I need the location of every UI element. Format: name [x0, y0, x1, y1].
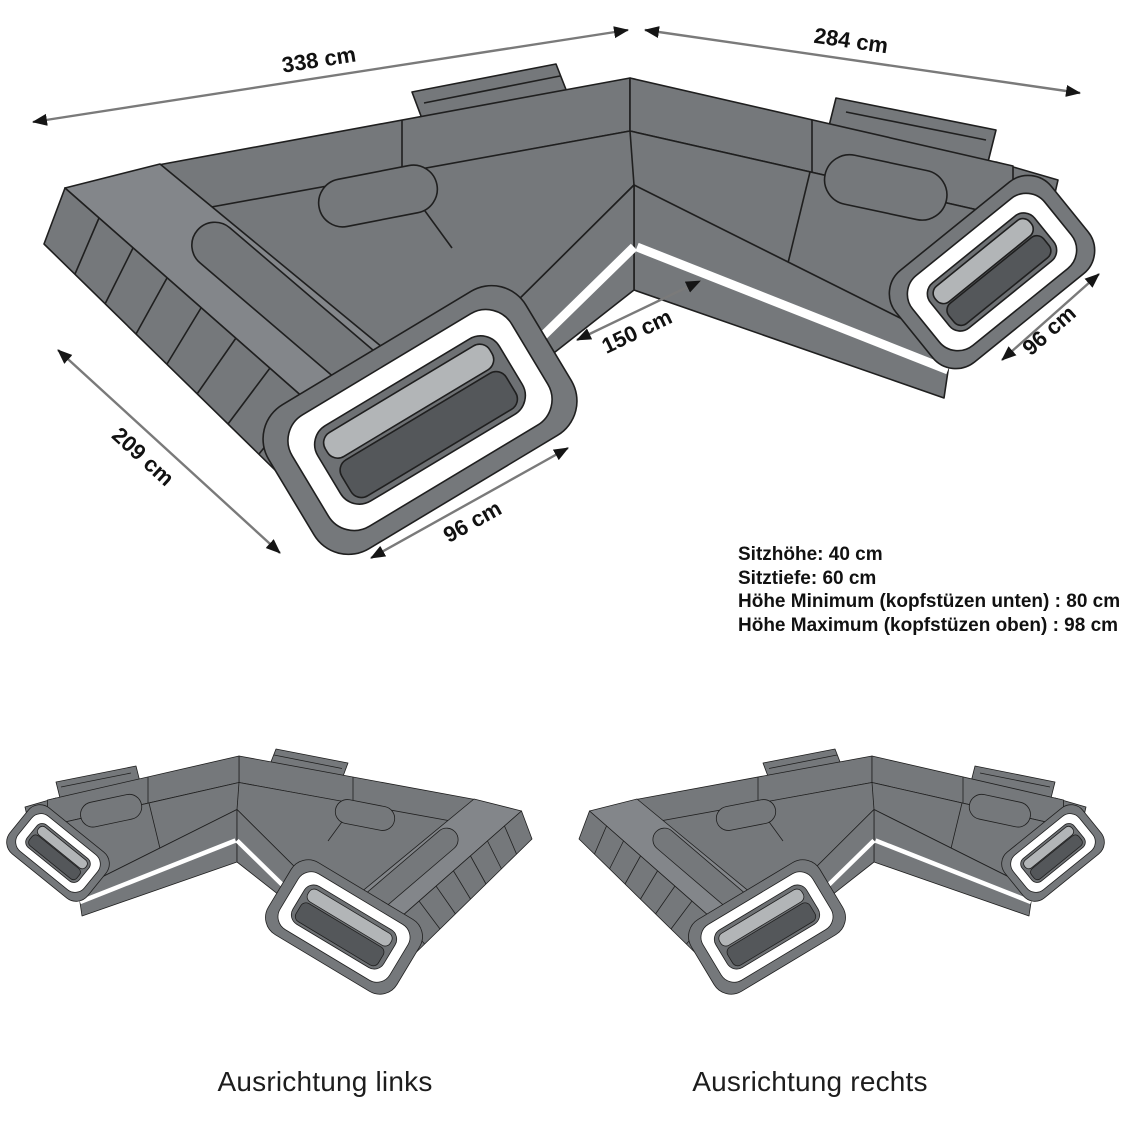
dimension-label-right-depth: 96 cm [1017, 300, 1081, 361]
dimension-label-back-width: 338 cm [280, 41, 358, 78]
variant-label-rechts: Ausrichtung rechts [692, 1066, 928, 1097]
spec-line-seat-depth: Sitztiefe: 60 cm [738, 567, 877, 589]
sofa-main-drawing [44, 64, 1107, 569]
spec-line-seat-height: Sitzhöhe: 40 cm [738, 544, 883, 565]
dimension-label-right-length: 284 cm [812, 22, 890, 59]
dimension-label-left-depth: 96 cm [439, 495, 506, 548]
sofa-variant-rechts-drawing [579, 749, 1110, 1002]
sofa-variant-links-drawing [1, 749, 532, 1002]
spec-line-height-max: Höhe Maximum (kopfstüzen oben) : 98 cm [738, 614, 1119, 636]
variant-label-links: Ausrichtung links [217, 1066, 433, 1097]
dimension-label-opening-width: 150 cm [597, 303, 676, 359]
spec-text-block [738, 543, 1120, 637]
spec-line-height-min: Höhe Minimum (kopfstüzen unten) : 80 cm [738, 591, 1121, 612]
dimension-label-left-length: 209 cm [107, 422, 180, 491]
